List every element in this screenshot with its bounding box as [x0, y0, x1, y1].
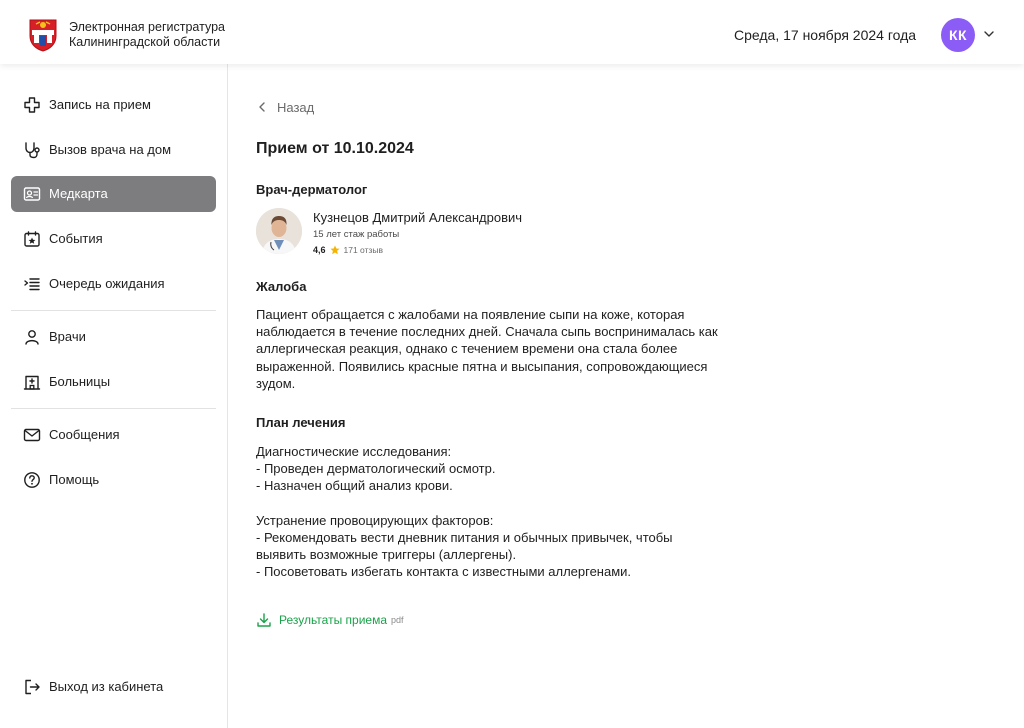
- logout-icon: [23, 678, 41, 696]
- id-card-icon: [23, 185, 41, 203]
- sidebar-item-label: Больницы: [49, 374, 111, 389]
- chevron-left-icon: [256, 101, 268, 113]
- app-header: [0, 0, 1024, 64]
- sidebar-item-label: Врачи: [49, 329, 86, 344]
- back-button[interactable]: [256, 99, 314, 115]
- download-results-link[interactable]: [256, 612, 404, 628]
- star-icon: [330, 245, 340, 255]
- sidebar-item-medcard[interactable]: [11, 176, 216, 212]
- mail-icon: [23, 426, 41, 444]
- sidebar: [0, 64, 228, 728]
- sidebar-item-label: Сообщения: [49, 427, 120, 442]
- user-avatar[interactable]: КК: [941, 18, 975, 52]
- plus-cross-icon: [23, 96, 41, 114]
- complaint-heading: Жалоба: [256, 279, 307, 294]
- user-icon: [23, 328, 41, 346]
- doctor-photo[interactable]: [256, 208, 302, 254]
- file-extension: pdf: [391, 615, 404, 625]
- treatment-plan-heading: План лечения: [256, 415, 346, 430]
- sidebar-item-help[interactable]: [11, 462, 216, 498]
- chevron-down-icon[interactable]: [983, 29, 995, 39]
- sidebar-divider: [11, 408, 216, 409]
- brand-title: [69, 20, 225, 50]
- hospital-icon: [23, 373, 41, 391]
- sidebar-item-appointment[interactable]: [11, 87, 216, 123]
- sidebar-item-label: Медкарта: [49, 186, 108, 201]
- download-icon: [256, 612, 272, 628]
- complaint-text: Пациент обращается с жалобами на появление сыпи на коже, которая наблюдается в течение последних дней. Сначала сыпь воспринималась как аллергическая реакция, однако с течением времени она стала более выраженной. Появились красные пятна и высыпания, сопровождающиеся зудом.: [256, 307, 718, 391]
- brand-line-1: Электронная регистратура: [69, 20, 225, 34]
- main-content: [228, 64, 1024, 728]
- logout-label: Выход из кабинета: [49, 679, 164, 694]
- download-label: Результаты приема: [279, 613, 388, 627]
- help-circle-icon: [23, 471, 41, 489]
- doctor-name[interactable]: Кузнецов Дмитрий Александрович: [313, 210, 523, 225]
- stethoscope-icon: [23, 141, 41, 159]
- sidebar-item-label: Помощь: [49, 472, 100, 487]
- doctor-rating: [313, 244, 383, 256]
- sidebar-item-doctors[interactable]: [11, 319, 216, 355]
- sidebar-item-events[interactable]: [11, 221, 216, 257]
- sidebar-item-home-visit[interactable]: [11, 132, 216, 168]
- treatment-plan-text: Диагностические исследования: - Проведен дерматологический осмотр. - Назначен общий анализ крови. Устранение провоцирующих факторов: - Рекомендовать вести дневник питания и обычных привычек, чтобы выявить возможные триггеры (аллергены). - Посоветовать избегать контакта с известными аллергенами.: [256, 444, 673, 580]
- sidebar-item-hospitals[interactable]: [11, 364, 216, 400]
- sidebar-item-messages[interactable]: [11, 417, 216, 453]
- page-title: Прием от 10.10.2024: [256, 140, 414, 157]
- reviews-count[interactable]: 171 отзыв: [343, 245, 384, 255]
- sidebar-item-label: События: [49, 231, 103, 246]
- rating-value: 4,6: [313, 245, 326, 255]
- doctor-experience: 15 лет стаж работы: [313, 229, 400, 240]
- current-date: Среда, 17 ноября 2024 года: [734, 27, 917, 43]
- sidebar-item-label: Очередь ожидания: [49, 276, 165, 291]
- sidebar-item-label: Вызов врача на дом: [49, 142, 172, 157]
- sidebar-item-queue[interactable]: [11, 266, 216, 302]
- queue-list-icon: [23, 275, 41, 293]
- coat-of-arms-logo: [28, 16, 58, 52]
- back-label: Назад: [277, 99, 315, 115]
- sidebar-divider: [11, 310, 216, 311]
- brand-line-2: Калининградской области: [69, 35, 221, 49]
- sidebar-item-label: Запись на прием: [49, 97, 151, 112]
- logout-button[interactable]: [11, 669, 216, 705]
- doctor-portrait-icon: [256, 208, 302, 254]
- calendar-star-icon: [23, 230, 41, 248]
- doctor-specialty: Врач-дерматолог: [256, 182, 368, 197]
